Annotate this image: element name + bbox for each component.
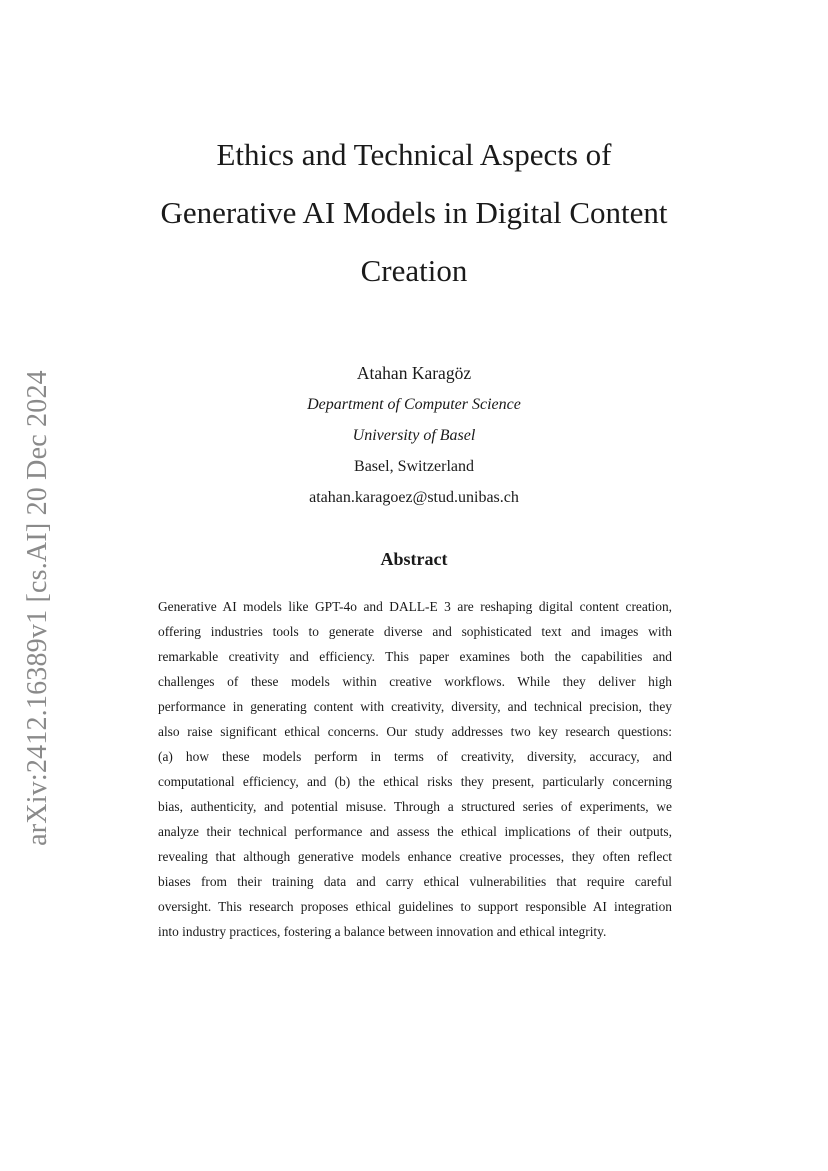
abstract-line: revealing that although generative models enhance creative processes, they often reflect — [158, 849, 672, 864]
abstract-line: offering industries tools to generate diverse and sophisticated text and images with — [158, 624, 672, 639]
author-university: University of Basel — [352, 427, 476, 444]
abstract-line: bias, authenticity, and potential misuse. Through a structured series of experiments, we — [158, 799, 672, 814]
title-line-1: Ethics and Technical Aspects of — [216, 137, 612, 172]
abstract-heading: Abstract — [380, 549, 448, 569]
abstract-body — [158, 594, 672, 944]
title-line-3: Creation — [360, 253, 468, 288]
abstract-line: analyze their technical performance and assess the ethical implications of their outputs, — [158, 824, 672, 839]
abstract-line: challenges of these models within creative workflows. While they deliver high — [158, 674, 672, 689]
abstract-line: computational efficiency, and (b) the ethical risks they present, particularly concerning — [158, 774, 672, 789]
abstract-line: oversight. This research proposes ethical guidelines to support responsible AI integration — [158, 899, 672, 914]
author-department: Department of Computer Science — [307, 396, 521, 413]
title-line-2: Generative AI Models in Digital Content — [160, 195, 668, 230]
abstract-line: performance in generating content with creativity, diversity, and technical precision, they — [158, 699, 672, 714]
paper-title — [100, 126, 728, 300]
abstract-line: Generative AI models like GPT-4o and DALL-E 3 are reshaping digital content creation, — [158, 599, 672, 614]
author-location: Basel, Switzerland — [354, 458, 474, 475]
arxiv-identifier-stamp: arXiv:2412.16389v1 [cs.AI] 20 Dec 2024 — [22, 370, 53, 846]
author-name: Atahan Karagöz — [356, 363, 472, 383]
abstract-line: also raise significant ethical concerns. Our study addresses two key research questions: — [158, 724, 672, 739]
author-email: atahan.karagoez@stud.unibas.ch — [309, 489, 519, 506]
abstract-line: biases from their training data and carry ethical vulnerabilities that require careful — [158, 874, 672, 889]
abstract-line: remarkable creativity and efficiency. This paper examines both the capabilities and — [158, 649, 672, 664]
abstract-line: (a) how these models perform in terms of creativity, diversity, accuracy, and — [158, 749, 672, 764]
abstract-line: into industry practices, fostering a balance between innovation and ethical integrity. — [158, 924, 607, 939]
author-block — [114, 358, 714, 513]
